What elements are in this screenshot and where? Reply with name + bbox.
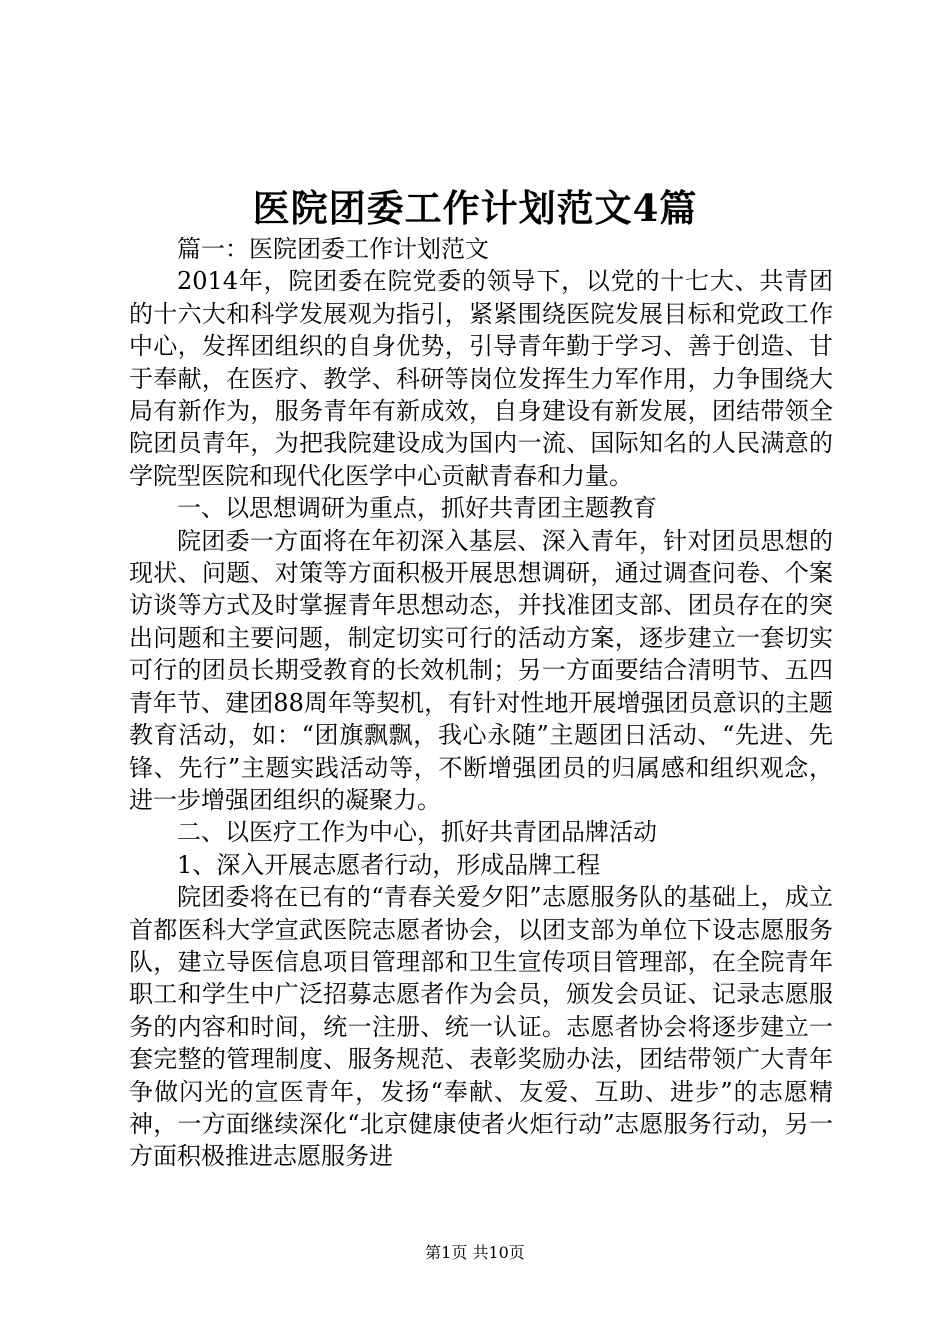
- section-heading: 篇一：医院团委工作计划范文: [177, 235, 489, 263]
- section-heading: 一、以思想调研为重点，抓好共青团主题教育: [177, 494, 657, 523]
- body-paragraph: 院团委一方面将在年初深入基层、深入青年，针对团员思想的现状、问题、对策等方面积极开展思想调研，通过调查问卷、个案访谈等方式及时掌握青年思想动态，并找准团支部、团员存在的突出问题和主要问题，制定切实可行的活动方案，逐步建立一套切实可行的团员长期受教育的长效机制；另一方面要结合清明节、五四青年节、建团88周年等契机，有针对性地开展增强团员意识的主题教育活动，如：“团旗飘飘，我心永随”主题团日活动、“先进、先锋、先行”主题实践活动等，不断增强团员的归属感和组织观念，进一步增强团组织的凝聚力。: [129, 526, 833, 814]
- subsection-heading: 1、深入开展志愿者行动，形成品牌工程: [177, 850, 601, 879]
- page-footer: 第1页 共10页: [425, 1243, 525, 1262]
- page-title: 医院团委工作计划范文4篇: [252, 186, 698, 230]
- document-body: [129, 233, 833, 1173]
- body-paragraph: 2014年，院团委在院党委的领导下，以党的十七大、共青团的十六大和科学发展观为指引，紧紧围绕医院发展目标和党政工作中心，发挥团组织的自身优势，引导青年勤于学习、善于创造、甘于奉献，在医疗、教学、科研等岗位发挥生力军作用，力争围绕大局有新作为，服务青年有新成效，自身建设有新发展，团结带领全院团员青年，为把我院建设成为国内一流、国际知名的人民满意的学院型医院和现代化医学中心贡献青春和力量。: [129, 267, 833, 490]
- body-paragraph: 院团委将在已有的“青春关爱夕阳”志愿服务队的基础上，成立首都医科大学宣武医院志愿者协会，以团支部为单位下设志愿服务队，建立导医信息项目管理部和卫生宣传项目管理部，在全院青年职工和学生中广泛招募志愿者作为会员，颁发会员证、记录志愿服务的内容和时间，统一注册、统一认证。志愿者协会将逐步建立一套完整的管理制度、服务规范、表彰奖励办法，团结带领广大青年争做闪光的宣医青年，发扬“奉献、友爱、互助、进步”的志愿精神，一方面继续深化“北京健康使者火炬行动”志愿服务行动，另一方面积极推进志愿服务进: [129, 883, 833, 1171]
- section-heading: 二、以医疗工作为中心，抓好共青团品牌活动: [177, 818, 657, 847]
